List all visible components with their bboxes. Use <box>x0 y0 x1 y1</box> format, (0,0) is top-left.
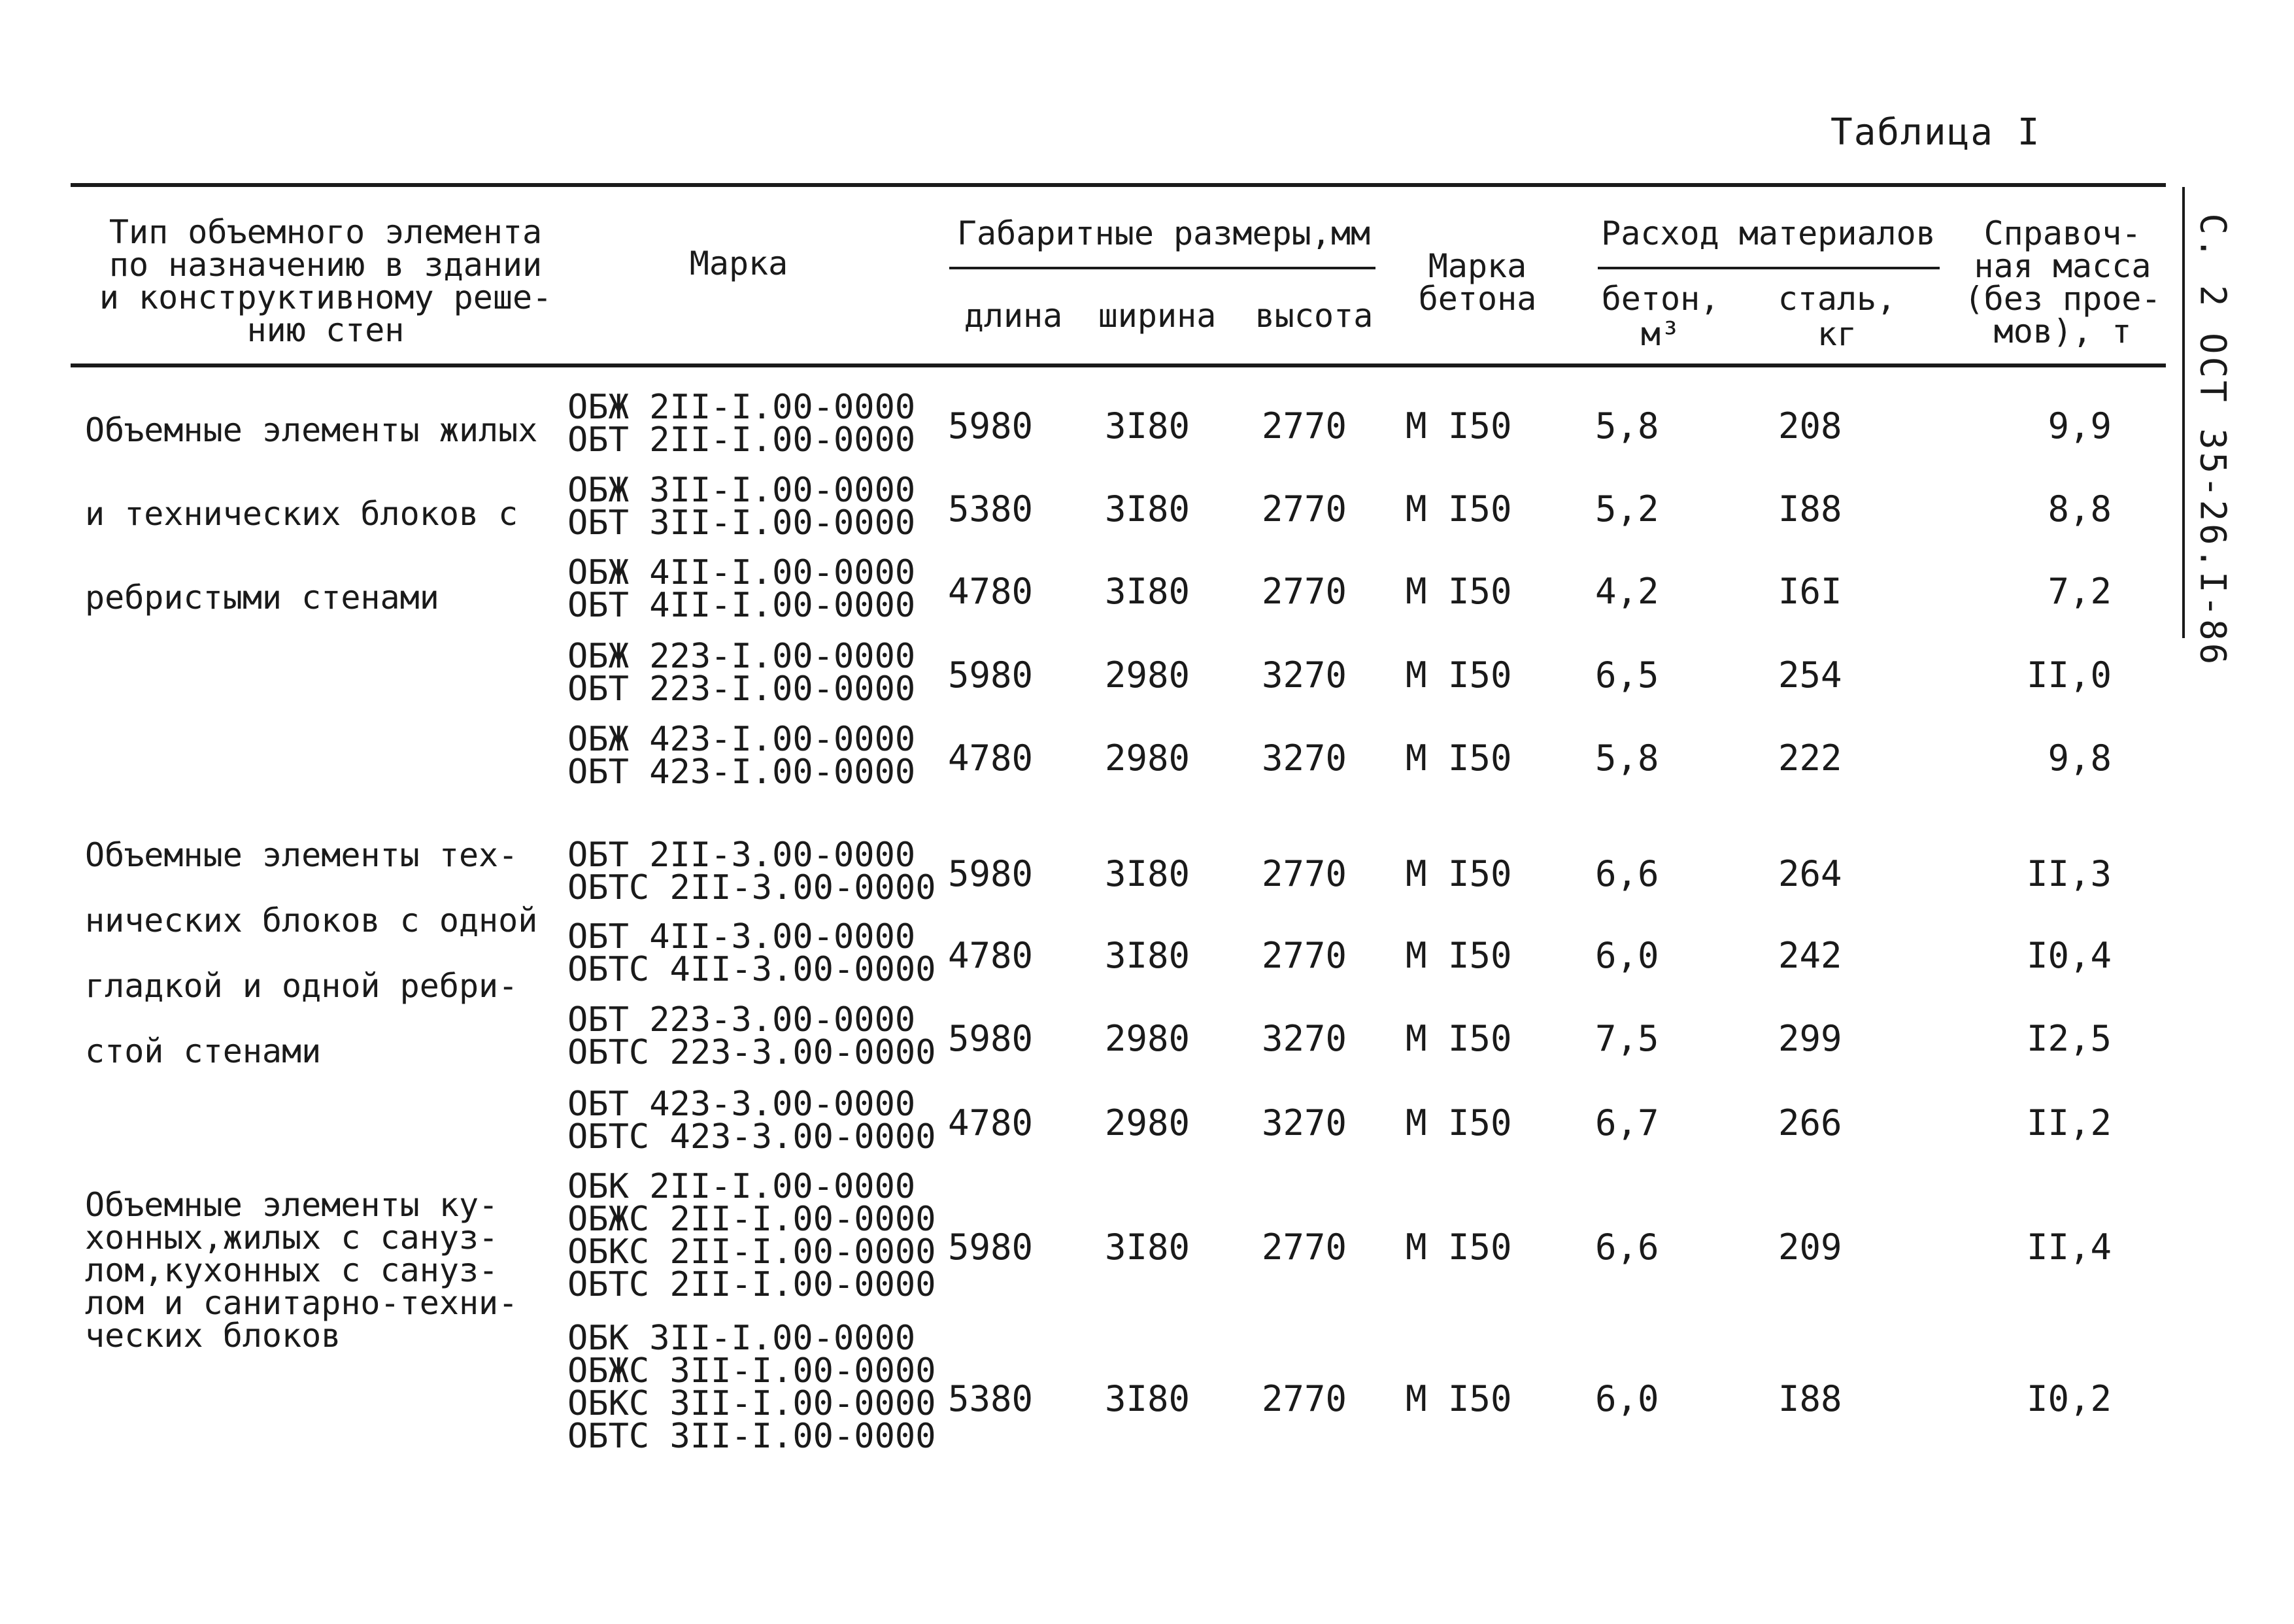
width-value: 3I80 <box>1105 571 1190 612</box>
concrete-volume-value: 6,6 <box>1595 853 1659 894</box>
header-mass-column: Справоч- ная масса (без прое- мов), т <box>1964 214 2161 350</box>
concrete-grade-value: М I50 <box>1406 405 1512 447</box>
mark-codes: ОБЖ 423-I.00-0000 ОБТ 423-I.00-0000 <box>567 720 916 792</box>
height-value: 3270 <box>1262 737 1347 779</box>
height-value: 3270 <box>1262 654 1347 696</box>
mark-codes: ОБК 2II-I.00-0000 ОБЖС 2II-I.00-0000 ОБКС 2II-I.00-0000 ОБТС 2II-I.00-0000 <box>567 1167 936 1304</box>
mark-codes: ОБЖ 4II-I.00-0000 ОБТ 4II-I.00-0000 <box>567 553 916 625</box>
height-value: 2770 <box>1262 853 1347 894</box>
concrete-volume-value: 5,2 <box>1595 488 1659 530</box>
mark-codes: ОБТ 4II-3.00-0000 ОБТС 4II-3.00-0000 <box>567 917 936 989</box>
subheader-concrete: бетон, м³ <box>1601 280 1720 353</box>
header-type-column: Тип объемного элемента по назначению в здании и конструктивному реше- нию стен <box>99 213 552 349</box>
concrete-grade-value: М I50 <box>1406 571 1512 612</box>
concrete-volume-value: 6,5 <box>1595 654 1659 696</box>
width-value: 3I80 <box>1105 1378 1190 1419</box>
height-value: 2770 <box>1262 571 1347 612</box>
width-value: 3I80 <box>1105 405 1190 447</box>
side-margin-rule <box>2182 187 2185 638</box>
table-top-rule <box>71 183 2166 187</box>
steel-mass-value: 266 <box>1778 1102 1842 1143</box>
steel-mass-value: 254 <box>1778 654 1842 696</box>
reference-mass-value: II,3 <box>2026 853 2112 894</box>
concrete-grade-value: М I50 <box>1406 853 1512 894</box>
group-label-residential-technical: Объемные элементы жилых и технических блоков с ребристыми стенами <box>85 411 538 617</box>
width-value: 2980 <box>1105 1018 1190 1059</box>
steel-mass-value: 299 <box>1778 1018 1842 1059</box>
width-value: 3I80 <box>1105 935 1190 976</box>
mark-codes: ОБК 3II-I.00-0000 ОБЖС 3II-I.00-0000 ОБКС 3II-I.00-0000 ОБТС 3II-I.00-0000 <box>567 1319 936 1456</box>
concrete-grade-value: М I50 <box>1406 1226 1512 1268</box>
length-value: 5980 <box>948 1018 1034 1059</box>
length-value: 5980 <box>948 654 1034 696</box>
steel-mass-value: 209 <box>1778 1226 1842 1268</box>
header-dimensions-column: Габаритные размеры,мм <box>956 214 1371 252</box>
concrete-volume-value: 5,8 <box>1595 405 1659 447</box>
steel-mass-value: 208 <box>1778 405 1842 447</box>
concrete-volume-value: 6,0 <box>1595 935 1659 976</box>
materials-subheader-rule <box>1598 267 1940 269</box>
concrete-volume-value: 5,8 <box>1595 737 1659 779</box>
width-value: 2980 <box>1105 1102 1190 1143</box>
width-value: 2980 <box>1105 737 1190 779</box>
header-concrete-grade-column: Марка бетона <box>1418 247 1537 318</box>
subheader-width: ширина <box>1098 297 1217 335</box>
steel-mass-value: I6I <box>1778 571 1842 612</box>
steel-mass-value: 242 <box>1778 935 1842 976</box>
concrete-grade-value: М I50 <box>1406 1378 1512 1419</box>
height-value: 3270 <box>1262 1018 1347 1059</box>
subheader-height: высота <box>1255 297 1374 335</box>
reference-mass-value: II,2 <box>2026 1102 2112 1143</box>
table-header-rule <box>71 364 2166 367</box>
header-materials-column: Расход материалов <box>1601 214 1936 252</box>
steel-mass-value: I88 <box>1778 488 1842 530</box>
concrete-volume-value: 6,7 <box>1595 1102 1659 1143</box>
reference-mass-value: II,4 <box>2026 1226 2112 1268</box>
concrete-volume-value: 6,0 <box>1595 1378 1659 1419</box>
dims-subheader-rule <box>949 267 1375 269</box>
concrete-volume-value: 4,2 <box>1595 571 1659 612</box>
reference-mass-value: I0,2 <box>2026 1378 2112 1419</box>
steel-mass-value: I88 <box>1778 1378 1842 1419</box>
table-label: Таблица I <box>1830 111 2041 154</box>
width-value: 3I80 <box>1105 488 1190 530</box>
length-value: 4780 <box>948 1102 1034 1143</box>
mark-codes: ОБЖ 3II-I.00-0000 ОБТ 3II-I.00-0000 <box>567 471 916 543</box>
height-value: 2770 <box>1262 1378 1347 1419</box>
concrete-grade-value: М I50 <box>1406 654 1512 696</box>
height-value: 2770 <box>1262 488 1347 530</box>
group-label-technical-mixed-walls: Объемные элементы тех- нических блоков с одной гладкой и одной ребри- стой стенами <box>85 836 538 1070</box>
mark-codes: ОБТ 2II-3.00-0000 ОБТС 2II-3.00-0000 <box>567 836 936 907</box>
reference-mass-value: I2,5 <box>2026 1018 2112 1059</box>
length-value: 5980 <box>948 405 1034 447</box>
concrete-volume-value: 7,5 <box>1595 1018 1659 1059</box>
steel-mass-value: 264 <box>1778 853 1842 894</box>
subheader-length: длина <box>964 297 1063 335</box>
concrete-grade-value: М I50 <box>1406 1102 1512 1143</box>
subheader-steel: сталь, кг <box>1778 280 1897 353</box>
side-page-reference: С. 2 ОСТ 35-26.I-86 <box>2192 213 2234 668</box>
width-value: 3I80 <box>1105 853 1190 894</box>
header-mark-column: Марка <box>689 245 788 282</box>
width-value: 2980 <box>1105 654 1190 696</box>
concrete-volume-value: 6,6 <box>1595 1226 1659 1268</box>
mark-codes: ОБТ 423-3.00-0000 ОБТС 423-3.00-0000 <box>567 1085 936 1157</box>
mark-codes: ОБТ 223-3.00-0000 ОБТС 223-3.00-0000 <box>567 1000 936 1072</box>
concrete-grade-value: М I50 <box>1406 737 1512 779</box>
concrete-grade-value: М I50 <box>1406 935 1512 976</box>
reference-mass-value: II,0 <box>2026 654 2112 696</box>
reference-mass-value: 7,2 <box>2048 571 2112 612</box>
length-value: 5380 <box>948 1378 1034 1419</box>
steel-mass-value: 222 <box>1778 737 1842 779</box>
reference-mass-value: I0,4 <box>2026 935 2112 976</box>
reference-mass-value: 8,8 <box>2048 488 2112 530</box>
reference-mass-value: 9,8 <box>2048 737 2112 779</box>
length-value: 5980 <box>948 1226 1034 1268</box>
height-value: 2770 <box>1262 405 1347 447</box>
length-value: 5980 <box>948 853 1034 894</box>
length-value: 5380 <box>948 488 1034 530</box>
width-value: 3I80 <box>1105 1226 1190 1268</box>
height-value: 2770 <box>1262 1226 1347 1268</box>
length-value: 4780 <box>948 935 1034 976</box>
height-value: 3270 <box>1262 1102 1347 1143</box>
mark-codes: ОБЖ 2II-I.00-0000 ОБТ 2II-I.00-0000 <box>567 388 916 460</box>
reference-mass-value: 9,9 <box>2048 405 2112 447</box>
concrete-grade-value: М I50 <box>1406 488 1512 530</box>
length-value: 4780 <box>948 571 1034 612</box>
length-value: 4780 <box>948 737 1034 779</box>
concrete-grade-value: М I50 <box>1406 1018 1512 1059</box>
mark-codes: ОБЖ 223-I.00-0000 ОБТ 223-I.00-0000 <box>567 637 916 709</box>
group-label-kitchen-sanitary: Объемные элементы ку- хонных,жилых с сануз- лом,кухонных с сануз- лом и санитарно-техни- ческих блоков <box>85 1186 518 1355</box>
height-value: 2770 <box>1262 935 1347 976</box>
